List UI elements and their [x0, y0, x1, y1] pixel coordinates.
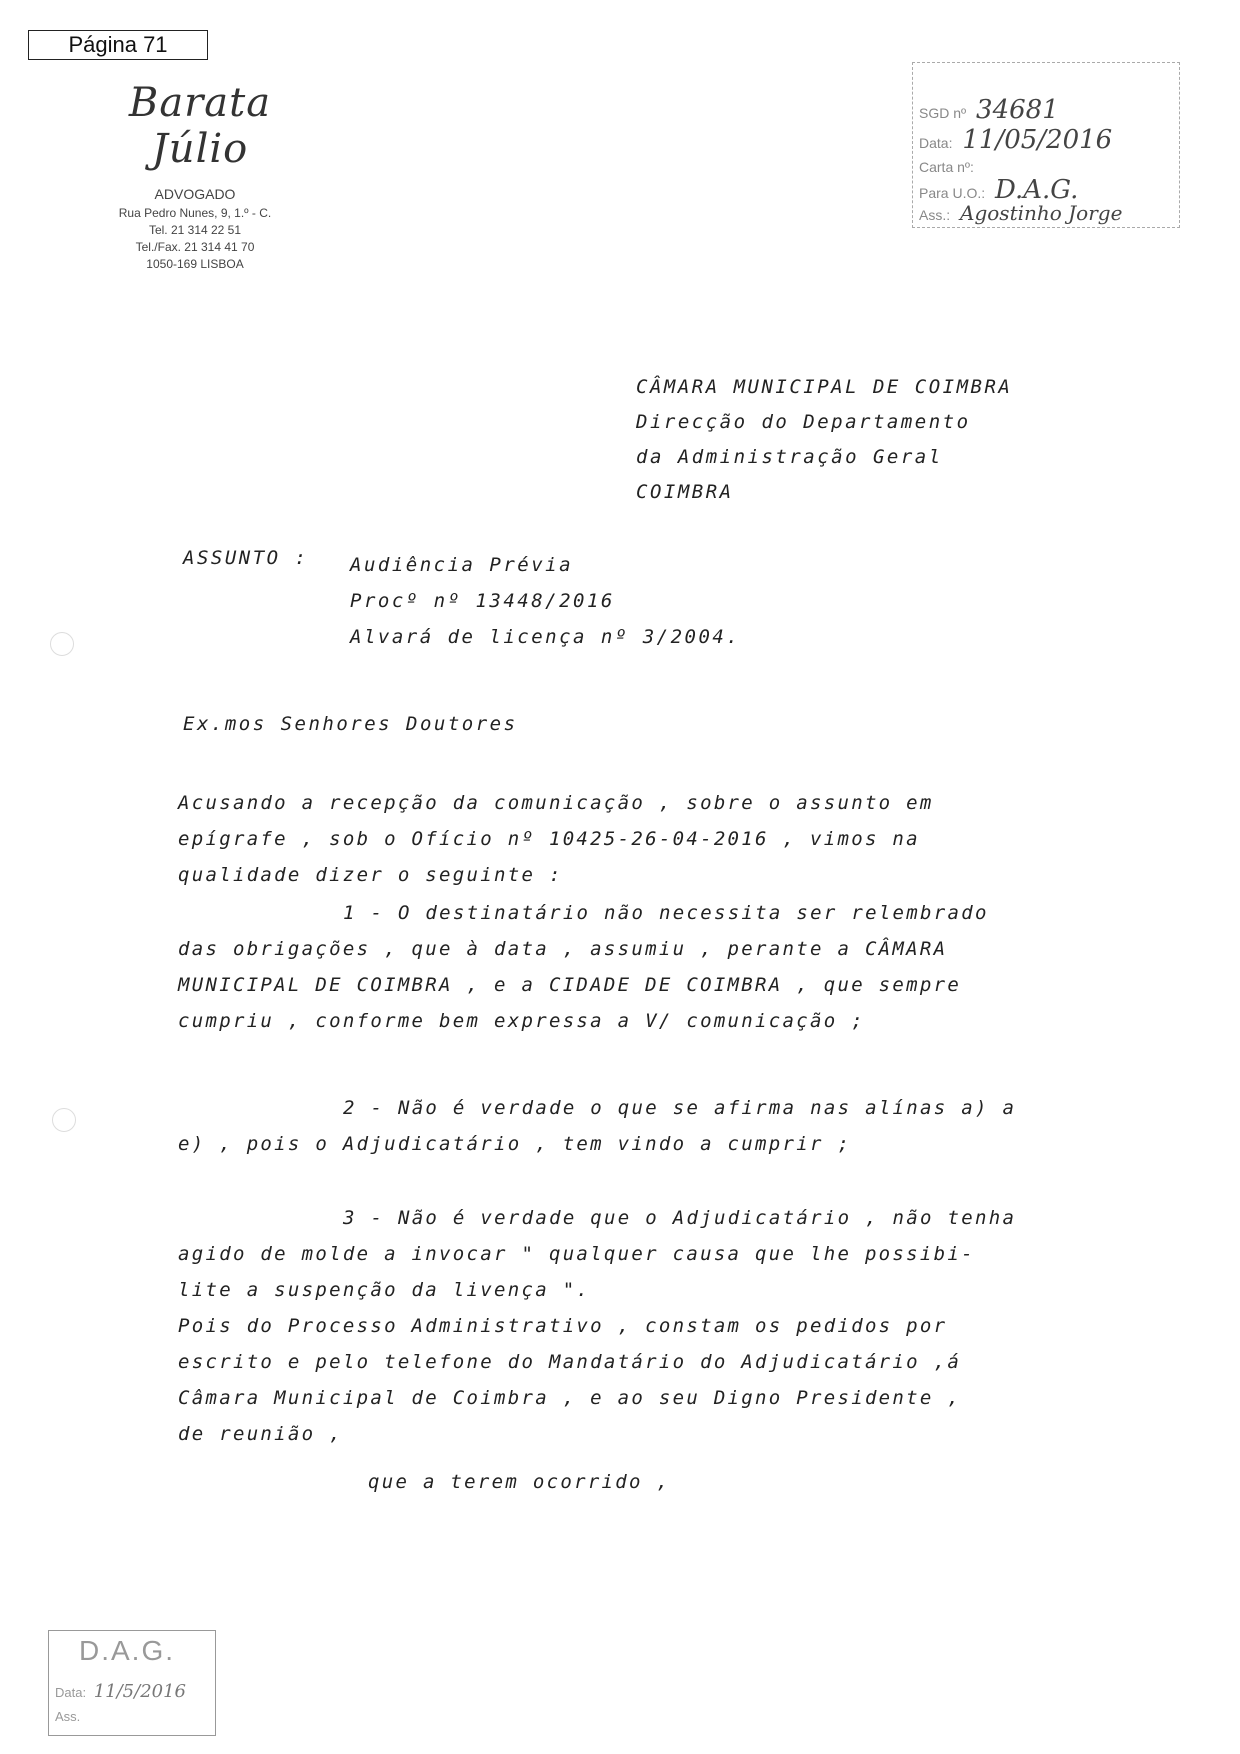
body-line: das obrigações , que à data , assumiu , perante a CÂMARA — [178, 938, 948, 960]
body-line: e) , pois o Adjudicatário , tem vindo a cumprir ; — [178, 1133, 852, 1155]
body-line: qualidade dizer o seguinte : — [178, 864, 563, 886]
stamp-para-label: Para U.O.: — [919, 185, 986, 201]
body-line: escrito e pelo telefone do Mandatário do Adjudicatário ,á — [178, 1351, 962, 1373]
dag-stamp-date-value: 11/5/2016 — [93, 1681, 186, 1702]
body-line: lite a suspenção da livença ". — [178, 1279, 591, 1301]
body-line: de reunião , — [178, 1423, 343, 1445]
body-line: 2 - Não é verdade o que se afirma nas alínas a) a — [343, 1097, 1017, 1119]
punch-hole-mark — [52, 1108, 76, 1132]
subject-line3: Alvará de licença nº 3/2004. — [350, 626, 741, 648]
addressee-block — [636, 370, 1012, 510]
dag-stamp-ass-label: Ass. — [55, 1709, 81, 1724]
stamp-sgd-row — [919, 95, 1059, 125]
addressee-line2: Direcção do Departamento — [636, 411, 971, 433]
body-line: 1 - O destinatário não necessita ser relembrado — [343, 902, 989, 924]
stamp-date-row — [919, 125, 1112, 155]
stamp-sgd-label: SGD nº — [919, 105, 967, 121]
body-line: Câmara Municipal de Coimbra , e ao seu Digno Presidente , — [178, 1387, 962, 1409]
body-line: agido de molde a invocar " qualquer causa que lhe possibi- — [178, 1243, 975, 1265]
stamp-date-label: Data: — [919, 135, 953, 151]
stamp-ass-row — [919, 201, 1122, 225]
body-line: cumpriu , conforme bem expressa a V/ comunicação ; — [178, 1010, 865, 1032]
subject-line1: Audiência Prévia — [350, 554, 574, 576]
stamp-ass-label: Ass.: — [919, 207, 951, 223]
letterhead — [80, 80, 310, 273]
addressee-line1: CÂMARA MUNICIPAL DE COIMBRA — [636, 376, 1013, 398]
dag-stamp-date-row — [55, 1681, 186, 1702]
body-line: 3 - Não é verdade que o Adjudicatário , não tenha — [343, 1207, 1017, 1229]
letterhead-title: ADVOGADO — [154, 186, 236, 202]
subject-line2: Procº nº 13448/2016 — [350, 590, 615, 612]
letterhead-fax: Tel./Fax. 21 314 41 70 — [135, 240, 255, 254]
body-paragraph-3 — [178, 1090, 1078, 1162]
stamp-carta-row — [919, 159, 974, 175]
salutation: Ex.mos Senhores Doutores — [183, 713, 518, 735]
dag-stamp — [48, 1630, 216, 1736]
body-paragraph-1 — [178, 785, 1078, 893]
stamp-carta-label: Carta nº: — [919, 159, 974, 175]
body-line: Pois do Processo Administrativo , constam os pedidos por — [178, 1315, 948, 1337]
letterhead-postal: 1050-169 LISBOA — [146, 257, 244, 271]
letterhead-logo: Barata Júlio — [128, 80, 272, 172]
body-line: que a terem ocorrido , — [368, 1471, 671, 1493]
dag-stamp-title: D.A.G. — [79, 1635, 176, 1666]
dag-stamp-date-label: Data: — [55, 1685, 87, 1700]
stamp-sgd-value: 34681 — [976, 95, 1059, 125]
body-line: epígrafe , sob o Ofício nº 10425-26-04-2016 , vimos na — [178, 828, 920, 850]
addressee-line3: da Administração Geral — [636, 446, 943, 468]
addressee-line4: COIMBRA — [636, 481, 734, 503]
dag-stamp-ass-row — [55, 1709, 80, 1724]
letterhead-address: Rua Pedro Nunes, 9, 1.º - C. — [118, 206, 272, 220]
stamp-ass-value: Agostinho Jorge — [960, 201, 1123, 225]
body-line: MUNICIPAL DE COIMBRA , e a CIDADE DE COIMBRA , que sempre — [178, 974, 962, 996]
letterhead-phone: Tel. 21 314 22 51 — [148, 223, 242, 237]
subject-block — [350, 547, 740, 655]
punch-hole-mark — [50, 632, 74, 656]
body-paragraph-2 — [178, 895, 1078, 1039]
body-paragraph-5 — [368, 1464, 968, 1500]
stamp-date-value: 11/05/2016 — [962, 125, 1113, 155]
page-number-label: Página 71 — [28, 30, 208, 60]
body-paragraph-4 — [178, 1200, 1078, 1452]
reception-stamp — [912, 62, 1180, 228]
subject-label: ASSUNTO : — [183, 547, 309, 569]
stamp-para-value: D.A.G. — [995, 175, 1079, 205]
body-line: Acusando a recepção da comunicação , sobre o assunto em — [178, 792, 934, 814]
